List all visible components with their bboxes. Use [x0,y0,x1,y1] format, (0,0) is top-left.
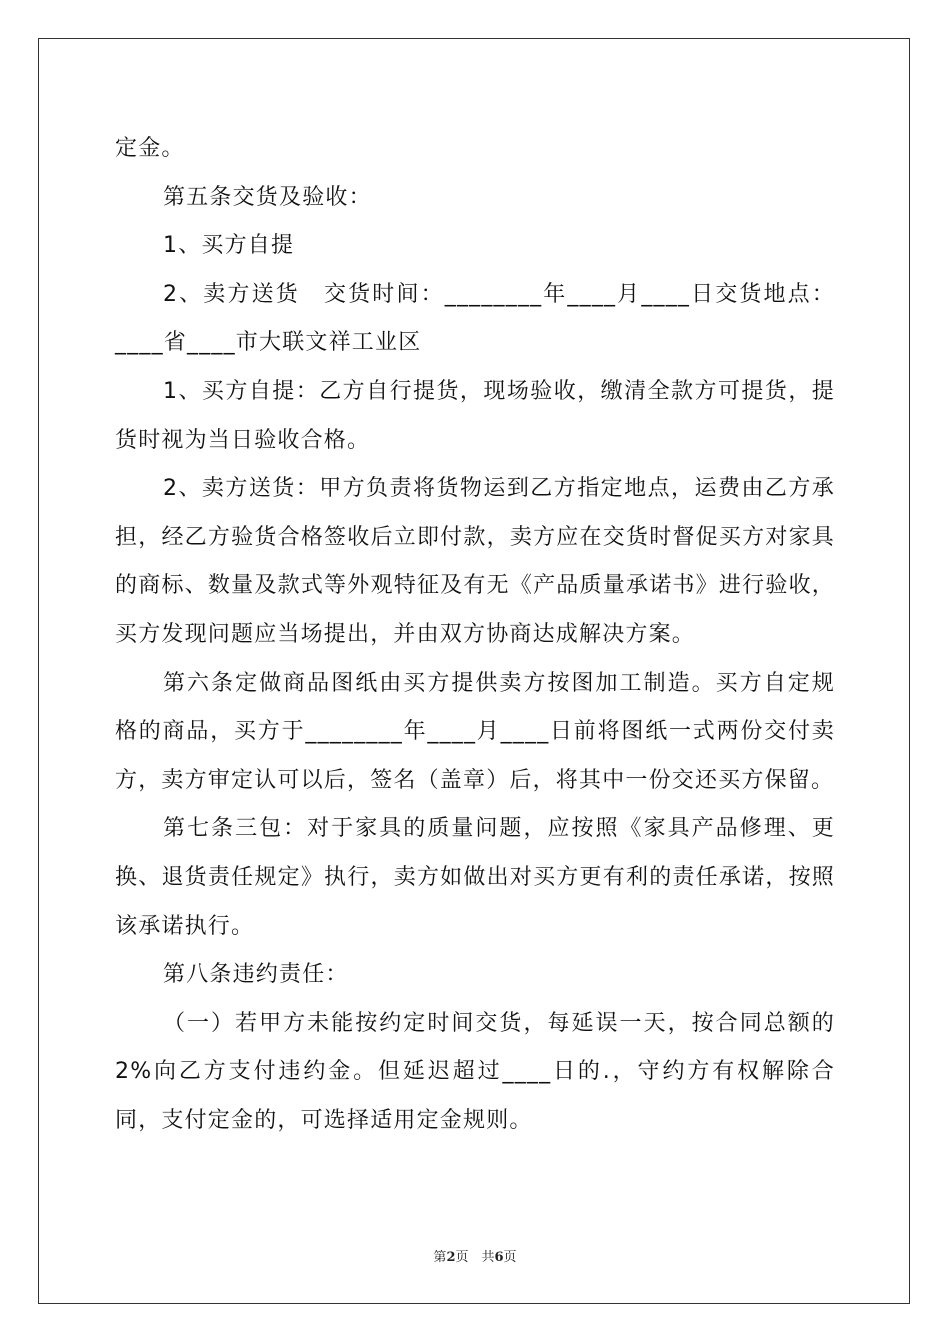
paragraph-4: 2、卖方送货 交货时间：________年____月____日交货地点：____省____市大联文祥工业区 [115,281,835,356]
paragraph-5: 1、买方自提：乙方自行提货，现场验收，缴清全款方可提货，提货时视为当日验收合格。 [115,378,835,453]
footer-suffix: 页 [503,1250,517,1265]
footer-mid: 页 共 [455,1250,495,1265]
paragraph-3: 1、买方自提 [163,233,295,259]
paragraph-7: 第六条定做商品图纸由买方提供卖方按图加工制造。买方自定规格的商品，买方于________年____月____日前将图纸一式两份交付卖方，卖方审定认可以后，签名（盖章）后，将其中一份交还买方保留。 [115,670,835,793]
paragraph-6: 2、卖方送货：甲方负责将货物运到乙方指定地点，运费由乙方承担，经乙方验货合格签收后立即付款，卖方应在交货时督促买方对家具的商标、数量及款式等外观特征及有无《产品质量承诺书》进行验收，买方发现问题应当场提出，并由双方协商达成解决方案。 [115,476,835,647]
current-page-number: 2 [446,1250,456,1265]
paragraph-1: 定金。 [115,136,185,161]
paragraph-8: 第七条三包：对于家具的质量问题，应按照《家具产品修理、更换、退货责任规定》执行，卖方如做出对买方更有利的责任承诺，按照该承诺执行。 [115,816,835,939]
paragraph-2: 第五条交货及验收： [163,184,372,210]
footer-prefix: 第 [433,1250,447,1265]
paragraph-10: （一）若甲方未能按约定时间交货，每延误一天，按合同总额的2%向乙方支付违约金。但延迟超过____日的.，守约方有权解除合同，支付定金的，可选择适用定金规则。 [115,1010,835,1133]
document-body [115,125,835,1145]
page-footer [0,1246,950,1265]
paragraph-9: 第八条违约责任： [163,962,349,988]
total-pages-number: 6 [494,1250,504,1265]
